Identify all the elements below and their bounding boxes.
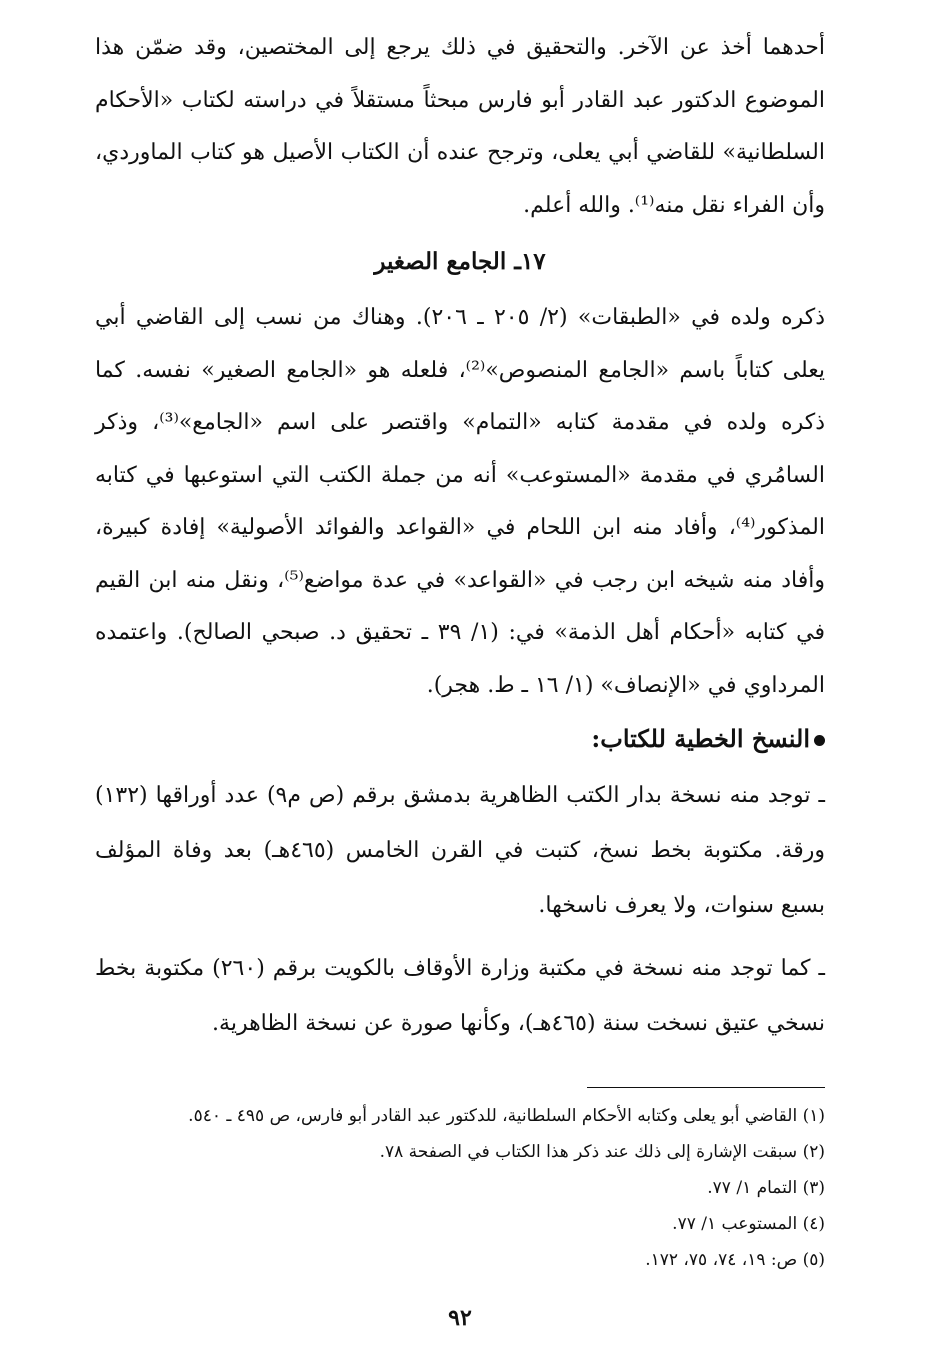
manuscripts-heading-label: النسخ الخطية للكتاب: <box>591 724 810 753</box>
footnote-divider <box>587 1087 825 1088</box>
page-number: ٩٢ <box>448 1305 472 1331</box>
footnote-item: (٢) سبقت الإشارة إلى ذلك عند ذكر هذا الكتاب في الصفحة ٧٨. <box>379 1142 825 1162</box>
bullet-icon <box>814 735 825 746</box>
section-heading: ١٧ـ الجامع الصغير <box>374 248 546 275</box>
manuscripts-heading <box>95 714 825 764</box>
footnotes-list <box>95 1098 825 1278</box>
footnote-item: (٣) التمام ١/ ٧٧. <box>707 1178 825 1198</box>
manuscript-paragraph-1: ـ توجد منه نسخة بدار الكتب الظاهرية بدمشق برقم (ص م٩) عدد أوراقها (١٣٢) ورقة. مكتوبة بخط نسخ، كتبت في القرن الخامس (٤٦٥هـ) بعد وفاة المؤلف بسبع سنوات، ولا يعرف ناسخها. <box>95 783 825 918</box>
page-content <box>95 22 825 1342</box>
manuscript-paragraph-2: ـ كما توجد منه نسخة في مكتبة وزارة الأوقاف بالكويت برقم (٢٦٠) مكتوبة بخط نسخي عتيق نسخت سنة (٤٦٥هـ)، وكأنها صورة عن نسخة الظاهرية. <box>95 956 825 1036</box>
footnote-item: (٤) المستوعب ١/ ٧٧. <box>672 1214 825 1234</box>
section-body-paragraph: ذكره ولده في «الطبقات» (٢/ ٢٠٥ ـ ٢٠٦). وهناك من نسب إلى القاضي أبي يعلى كتاباً باسم «الجامع المنصوص»⁽²⁾، فلعله هو «الجامع الصغير» نفسه. كما ذكره ولده في مقدمة كتابه «التمام» واقتصر على اسم «الجامع»⁽³⁾، وذكر السامُري في مقدمة «المستوعب» أنه من جملة الكتب التي استوعبها في كتابه المذكور⁽⁴⁾، وأفاد منه ابن اللحام في «القواعد والفوائد الأصولية» إفادة كبيرة، وأفاد منه شيخه ابن رجب في «القواعد» في عدة مواضع⁽⁵⁾، ونقل منه ابن القيم في كتابه «أحكام أهل الذمة» في: (١/ ٣٩ ـ تحقيق د. صبحي الصالح). واعتمده المرداوي في «الإنصاف» (١/ ١٦ ـ ط. هجر). <box>95 305 826 698</box>
footnote-item: (٥) ص: ١٩، ٧٤، ٧٥، ١٧٢. <box>645 1250 825 1270</box>
paragraph-gap <box>95 933 825 941</box>
opening-paragraph: أحدهما أخذ عن الآخر. والتحقيق في ذلك يرجع إلى المختصين، وقد ضمّن هذا الموضوع الدكتور عبد القادر أبو فارس مبحثاً مستقلاً في دراسته لكتاب «الأحكام السلطانية» للقاضي أبي يعلى، وترجح عنده أن الكتاب الأصيل هو كتاب الماوردي، وأن الفراء نقل منه⁽¹⁾. والله أعلم. <box>95 35 826 218</box>
footnote-item: (١) القاضي أبو يعلى وكتابه الأحكام السلطانية، للدكتور عبد القادر أبو فارس، ص ٤٩٥ ـ ٥٤٠. <box>188 1106 825 1126</box>
